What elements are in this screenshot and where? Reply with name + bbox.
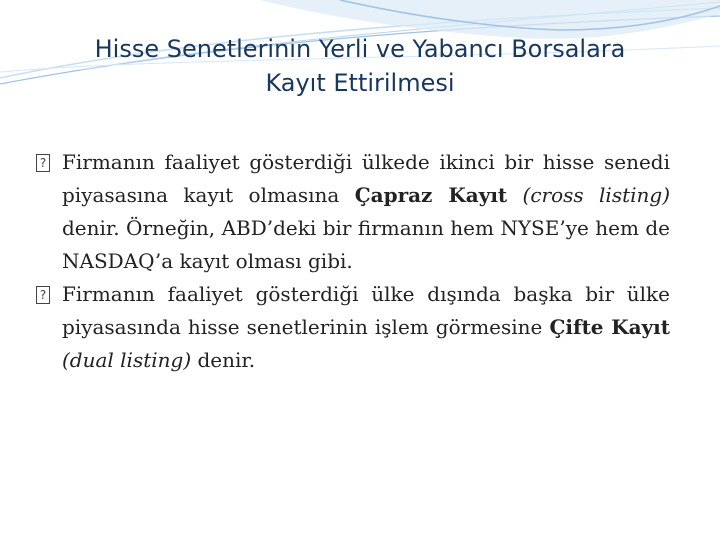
bullet-marker-icon: ? <box>36 286 50 304</box>
bullet-italic-term: (cross listing) <box>522 183 671 207</box>
bullet-item-cross-listing <box>39 146 671 278</box>
title-line-1: Hisse Senetlerinin Yerli ve Yabancı Borsalara <box>94 35 626 63</box>
bullet-text: denir. <box>191 348 256 372</box>
bullet-text: Firmanın faaliyet gösterdiği ülke dışında başka bir ülke piyasasında hisse senetlerinin işlem görmesine <box>62 282 670 339</box>
bullet-text: Firmanın faaliyet gösterdiği ülkede ikinci bir hisse senedi piyasasına kayıt olmasına <box>62 150 670 207</box>
bullet-list <box>39 146 671 377</box>
bullet-marker-icon: ? <box>36 154 50 172</box>
bullet-bold-term: Çapraz Kayıt <box>354 183 508 207</box>
bullet-italic-term: (dual listing) <box>62 348 192 372</box>
bullet-item-dual-listing <box>39 278 670 377</box>
bullet-bold-term: Çifte Kayıt <box>549 315 670 339</box>
bullet-text <box>507 183 522 207</box>
bullet-text: denir. Örneğin, ABD’deki bir firmanın hem NYSE’ye hem de NASDAQ’a kayıt olması gibi. <box>62 216 670 273</box>
slide-title <box>30 32 690 100</box>
title-line-2: Kayıt Ettirilmesi <box>265 69 455 97</box>
